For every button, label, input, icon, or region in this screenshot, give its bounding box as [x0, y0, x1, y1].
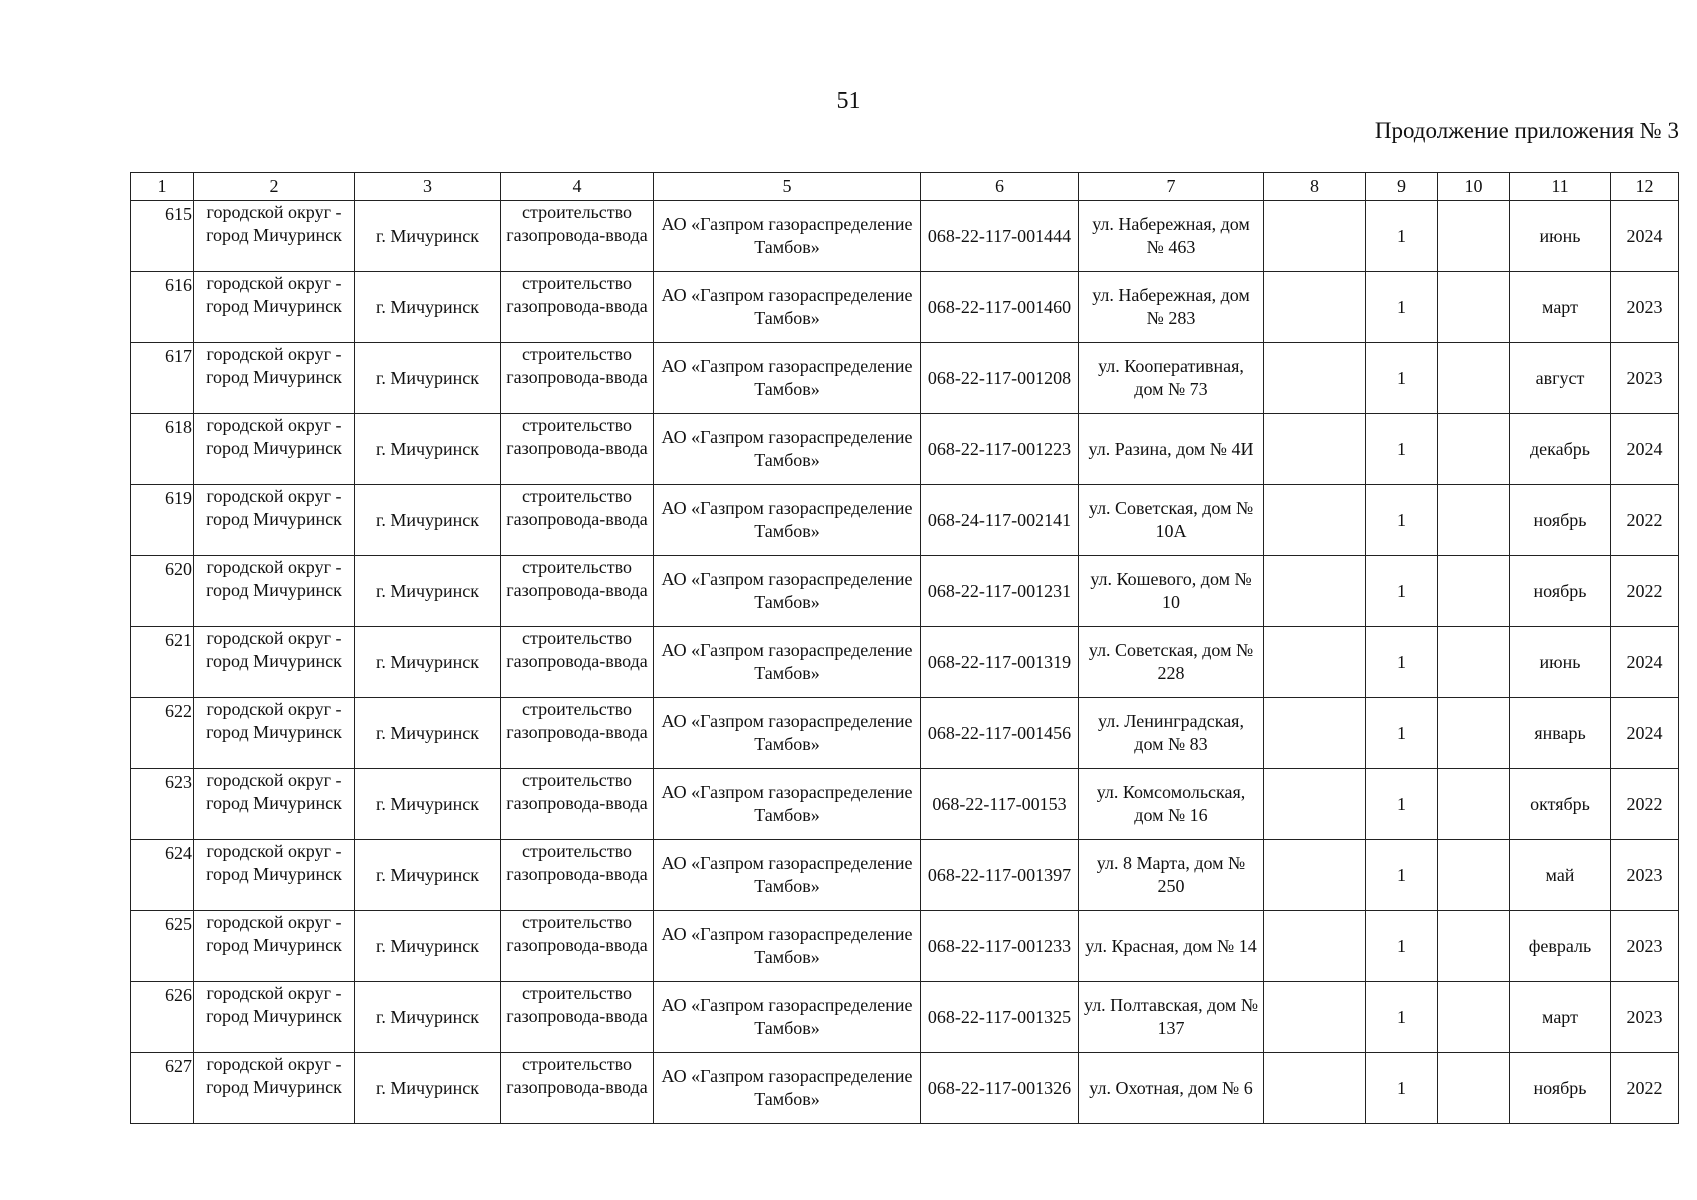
column-8-cell [1264, 343, 1366, 414]
quantity-cell: 1 [1366, 556, 1438, 627]
address-cell: ул. Кооперативная, дом № 73 [1079, 343, 1264, 414]
work-type-cell: строительство газопровода-ввода [501, 272, 654, 343]
month-cell: март [1510, 982, 1611, 1053]
year-cell: 2023 [1611, 343, 1679, 414]
city-cell: г. Мичуринск [355, 698, 501, 769]
organization-cell: АО «Газпром газораспределение Тамбов» [654, 627, 921, 698]
month-cell: ноябрь [1510, 556, 1611, 627]
month-cell: февраль [1510, 911, 1611, 982]
quantity-cell: 1 [1366, 698, 1438, 769]
city-cell: г. Мичуринск [355, 343, 501, 414]
table-row [131, 556, 1679, 627]
year-cell: 2023 [1611, 911, 1679, 982]
organization-cell: АО «Газпром газораспределение Тамбов» [654, 343, 921, 414]
quantity-cell: 1 [1366, 1053, 1438, 1124]
row-number: 617 [131, 343, 194, 414]
month-cell: август [1510, 343, 1611, 414]
organization-cell: АО «Газпром газораспределение Тамбов» [654, 414, 921, 485]
address-cell: ул. Набережная, дом № 463 [1079, 201, 1264, 272]
district-cell: городской округ - город Мичуринск [194, 627, 355, 698]
column-10-cell [1438, 556, 1510, 627]
address-cell: ул. Советская, дом № 228 [1079, 627, 1264, 698]
column-8-cell [1264, 414, 1366, 485]
row-number: 626 [131, 982, 194, 1053]
year-cell: 2022 [1611, 485, 1679, 556]
quantity-cell: 1 [1366, 343, 1438, 414]
column-10-cell [1438, 840, 1510, 911]
table-body [131, 201, 1679, 1124]
address-cell: ул. Охотная, дом № 6 [1079, 1053, 1264, 1124]
column-8-cell [1264, 485, 1366, 556]
city-cell: г. Мичуринск [355, 201, 501, 272]
month-cell: июнь [1510, 627, 1611, 698]
column-8-cell [1264, 769, 1366, 840]
table-row [131, 201, 1679, 272]
table-header [131, 173, 1679, 201]
work-type-cell: строительство газопровода-ввода [501, 414, 654, 485]
city-cell: г. Мичуринск [355, 769, 501, 840]
object-code-cell: 068-22-117-001456 [921, 698, 1079, 769]
column-10-cell [1438, 1053, 1510, 1124]
month-cell: декабрь [1510, 414, 1611, 485]
appendix-note: Продолжение приложения № 3 [1374, 118, 1679, 143]
city-cell: г. Мичуринск [355, 272, 501, 343]
city-cell: г. Мичуринск [355, 556, 501, 627]
column-header: 10 [1438, 173, 1510, 201]
column-8-cell [1264, 698, 1366, 769]
address-cell: ул. Ленинградская, дом № 83 [1079, 698, 1264, 769]
month-cell: ноябрь [1510, 1053, 1611, 1124]
city-cell: г. Мичуринск [355, 840, 501, 911]
column-8-cell [1264, 911, 1366, 982]
object-code-cell: 068-22-117-001223 [921, 414, 1079, 485]
work-type-cell: строительство газопровода-ввода [501, 1053, 654, 1124]
district-cell: городской округ - город Мичуринск [194, 698, 355, 769]
row-number: 625 [131, 911, 194, 982]
organization-cell: АО «Газпром газораспределение Тамбов» [654, 201, 921, 272]
column-10-cell [1438, 911, 1510, 982]
organization-cell: АО «Газпром газораспределение Тамбов» [654, 272, 921, 343]
work-type-cell: строительство газопровода-ввода [501, 627, 654, 698]
table-row [131, 627, 1679, 698]
row-number: 622 [131, 698, 194, 769]
organization-cell: АО «Газпром газораспределение Тамбов» [654, 1053, 921, 1124]
city-cell: г. Мичуринск [355, 982, 501, 1053]
column-10-cell [1438, 343, 1510, 414]
column-header: 5 [654, 173, 921, 201]
district-cell: городской округ - город Мичуринск [194, 414, 355, 485]
city-cell: г. Мичуринск [355, 911, 501, 982]
column-header: 8 [1264, 173, 1366, 201]
column-header: 2 [194, 173, 355, 201]
organization-cell: АО «Газпром газораспределение Тамбов» [654, 982, 921, 1053]
quantity-cell: 1 [1366, 769, 1438, 840]
column-8-cell [1264, 272, 1366, 343]
district-cell: городской округ - город Мичуринск [194, 769, 355, 840]
column-8-cell [1264, 627, 1366, 698]
column-10-cell [1438, 201, 1510, 272]
district-cell: городской округ - город Мичуринск [194, 272, 355, 343]
column-header: 11 [1510, 173, 1611, 201]
district-cell: городской округ - город Мичуринск [194, 982, 355, 1053]
column-header: 6 [921, 173, 1079, 201]
quantity-cell: 1 [1366, 485, 1438, 556]
district-cell: городской округ - город Мичуринск [194, 1053, 355, 1124]
column-header: 12 [1611, 173, 1679, 201]
column-10-cell [1438, 698, 1510, 769]
work-type-cell: строительство газопровода-ввода [501, 769, 654, 840]
work-type-cell: строительство газопровода-ввода [501, 911, 654, 982]
address-cell: ул. Красная, дом № 14 [1079, 911, 1264, 982]
quantity-cell: 1 [1366, 911, 1438, 982]
column-header: 9 [1366, 173, 1438, 201]
table-row [131, 911, 1679, 982]
table-row [131, 272, 1679, 343]
column-8-cell [1264, 201, 1366, 272]
district-cell: городской округ - город Мичуринск [194, 840, 355, 911]
object-code-cell: 068-22-117-001325 [921, 982, 1079, 1053]
year-cell: 2024 [1611, 627, 1679, 698]
address-cell: ул. Кошевого, дом № 10 [1079, 556, 1264, 627]
object-code-cell: 068-22-117-001319 [921, 627, 1079, 698]
column-10-cell [1438, 485, 1510, 556]
quantity-cell: 1 [1366, 840, 1438, 911]
object-code-cell: 068-22-117-001444 [921, 201, 1079, 272]
object-code-cell: 068-22-117-001460 [921, 272, 1079, 343]
row-number: 623 [131, 769, 194, 840]
table-row [131, 982, 1679, 1053]
object-code-cell: 068-22-117-001233 [921, 911, 1079, 982]
column-header: 1 [131, 173, 194, 201]
district-cell: городской округ - город Мичуринск [194, 201, 355, 272]
year-cell: 2024 [1611, 414, 1679, 485]
row-number: 616 [131, 272, 194, 343]
row-number: 620 [131, 556, 194, 627]
row-number: 621 [131, 627, 194, 698]
page-number: 51 [836, 88, 861, 114]
column-10-cell [1438, 627, 1510, 698]
city-cell: г. Мичуринск [355, 1053, 501, 1124]
year-cell: 2023 [1611, 272, 1679, 343]
year-cell: 2022 [1611, 556, 1679, 627]
column-10-cell [1438, 272, 1510, 343]
work-type-cell: строительство газопровода-ввода [501, 485, 654, 556]
year-cell: 2023 [1611, 982, 1679, 1053]
object-code-cell: 068-22-117-001231 [921, 556, 1079, 627]
column-header: 4 [501, 173, 654, 201]
quantity-cell: 1 [1366, 201, 1438, 272]
column-8-cell [1264, 556, 1366, 627]
year-cell: 2024 [1611, 698, 1679, 769]
address-cell: ул. Комсомольская, дом № 16 [1079, 769, 1264, 840]
district-cell: городской округ - город Мичуринск [194, 911, 355, 982]
object-code-cell: 068-22-117-001397 [921, 840, 1079, 911]
row-number: 615 [131, 201, 194, 272]
organization-cell: АО «Газпром газораспределение Тамбов» [654, 556, 921, 627]
column-header: 7 [1079, 173, 1264, 201]
table-row [131, 485, 1679, 556]
month-cell: май [1510, 840, 1611, 911]
year-cell: 2023 [1611, 840, 1679, 911]
column-8-cell [1264, 982, 1366, 1053]
organization-cell: АО «Газпром газораспределение Тамбов» [654, 769, 921, 840]
work-type-cell: строительство газопровода-ввода [501, 556, 654, 627]
table-row [131, 1053, 1679, 1124]
organization-cell: АО «Газпром газораспределение Тамбов» [654, 698, 921, 769]
work-type-cell: строительство газопровода-ввода [501, 343, 654, 414]
table-row [131, 343, 1679, 414]
city-cell: г. Мичуринск [355, 485, 501, 556]
district-cell: городской округ - город Мичуринск [194, 556, 355, 627]
year-cell: 2022 [1611, 1053, 1679, 1124]
quantity-cell: 1 [1366, 627, 1438, 698]
address-cell: ул. Полтавская, дом № 137 [1079, 982, 1264, 1053]
table-row [131, 698, 1679, 769]
month-cell: июнь [1510, 201, 1611, 272]
work-type-cell: строительство газопровода-ввода [501, 201, 654, 272]
work-type-cell: строительство газопровода-ввода [501, 698, 654, 769]
quantity-cell: 1 [1366, 414, 1438, 485]
address-cell: ул. 8 Марта, дом № 250 [1079, 840, 1264, 911]
object-code-cell: 068-24-117-002141 [921, 485, 1079, 556]
row-number: 618 [131, 414, 194, 485]
work-type-cell: строительство газопровода-ввода [501, 840, 654, 911]
table-row [131, 840, 1679, 911]
header-row [131, 173, 1679, 201]
data-table [130, 172, 1679, 1124]
column-header: 3 [355, 173, 501, 201]
row-number: 627 [131, 1053, 194, 1124]
month-cell: октябрь [1510, 769, 1611, 840]
city-cell: г. Мичуринск [355, 627, 501, 698]
organization-cell: АО «Газпром газораспределение Тамбов» [654, 485, 921, 556]
address-cell: ул. Набережная, дом № 283 [1079, 272, 1264, 343]
column-8-cell [1264, 1053, 1366, 1124]
month-cell: март [1510, 272, 1611, 343]
row-number: 619 [131, 485, 194, 556]
quantity-cell: 1 [1366, 982, 1438, 1053]
object-code-cell: 068-22-117-001326 [921, 1053, 1079, 1124]
year-cell: 2024 [1611, 201, 1679, 272]
column-10-cell [1438, 769, 1510, 840]
work-type-cell: строительство газопровода-ввода [501, 982, 654, 1053]
address-cell: ул. Советская, дом № 10А [1079, 485, 1264, 556]
district-cell: городской округ - город Мичуринск [194, 343, 355, 414]
city-cell: г. Мичуринск [355, 414, 501, 485]
address-cell: ул. Разина, дом № 4И [1079, 414, 1264, 485]
organization-cell: АО «Газпром газораспределение Тамбов» [654, 840, 921, 911]
row-number: 624 [131, 840, 194, 911]
year-cell: 2022 [1611, 769, 1679, 840]
quantity-cell: 1 [1366, 272, 1438, 343]
month-cell: ноябрь [1510, 485, 1611, 556]
table-row [131, 769, 1679, 840]
month-cell: январь [1510, 698, 1611, 769]
organization-cell: АО «Газпром газораспределение Тамбов» [654, 911, 921, 982]
column-10-cell [1438, 414, 1510, 485]
table-row [131, 414, 1679, 485]
column-8-cell [1264, 840, 1366, 911]
district-cell: городской округ - город Мичуринск [194, 485, 355, 556]
object-code-cell: 068-22-117-00153 [921, 769, 1079, 840]
column-10-cell [1438, 982, 1510, 1053]
object-code-cell: 068-22-117-001208 [921, 343, 1079, 414]
